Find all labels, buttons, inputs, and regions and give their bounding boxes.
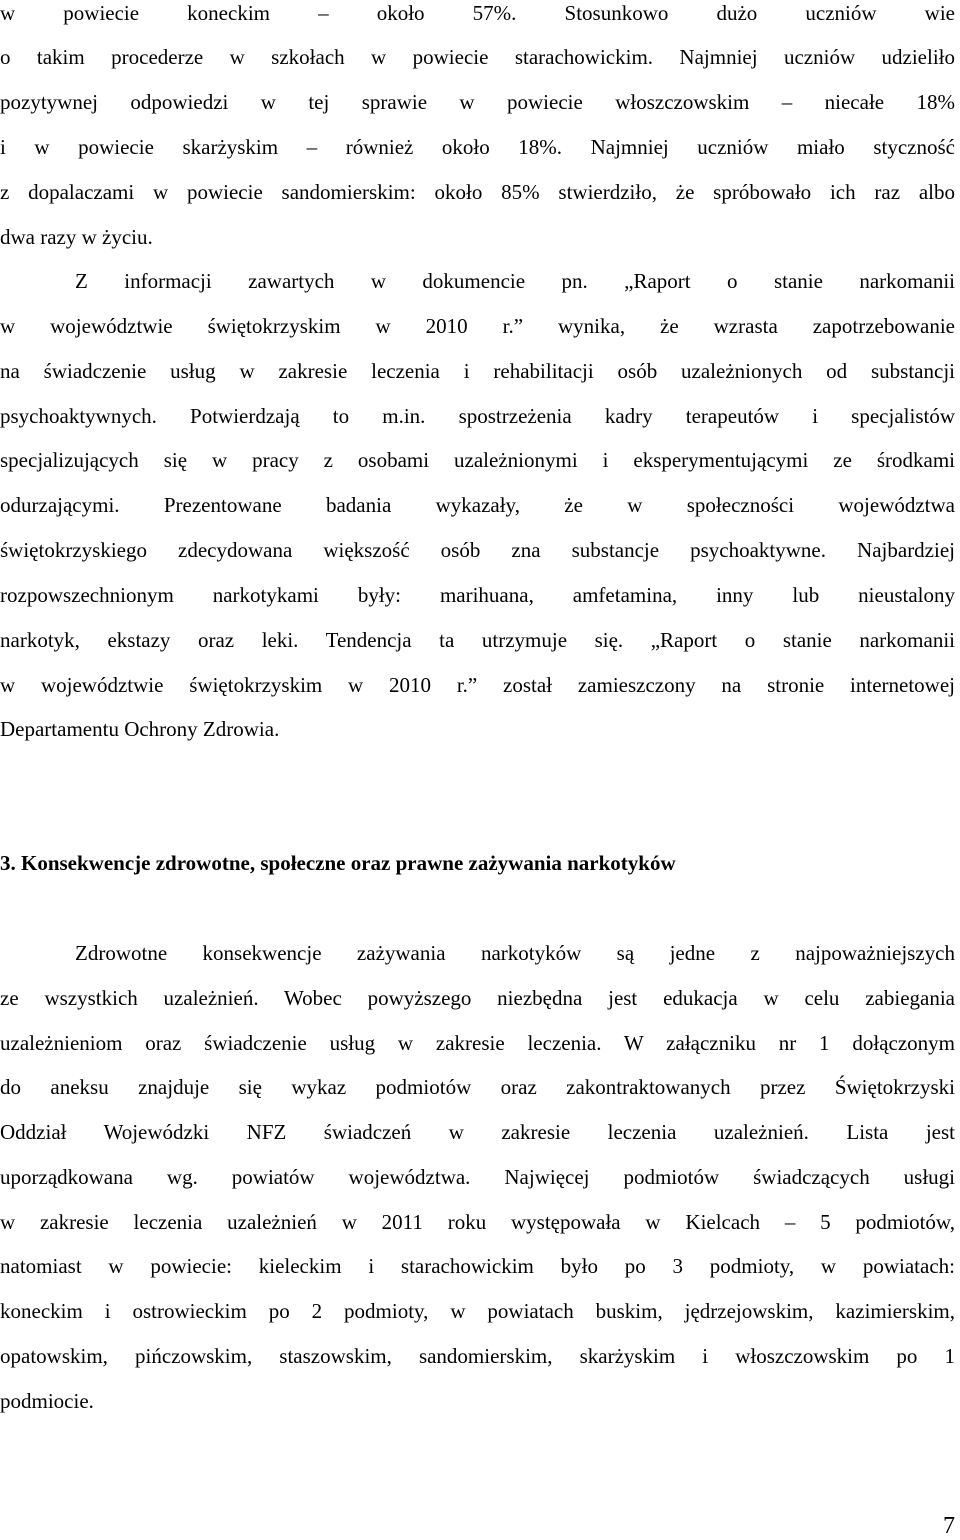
text-line: do aneksu znajduje się wykaz podmiotów oraz zakontraktowanych przez Świętokrzyski (0, 1075, 955, 1099)
page-number: 7 (943, 1513, 955, 1539)
text-line: świętokrzyskiego zdecydowana większość osób zna substancje psychoaktywne. Najbardziej (0, 538, 955, 562)
text-line: w zakresie leczenia uzależnień w 2011 roku występowała w Kielcach – 5 podmiotów, (0, 1210, 955, 1234)
text-line: w województwie świętokrzyskim w 2010 r.” wynika, że wzrasta zapotrzebowanie (0, 314, 955, 338)
text-line: Oddział Wojewódzki NFZ świadczeń w zakresie leczenia uzależnień. Lista jest (0, 1120, 955, 1144)
text-line: z dopalaczami w powiecie sandomierskim: około 85% stwierdziło, że spróbowało ich raz albo (0, 180, 955, 204)
text-line: podmiocie. (0, 1389, 94, 1413)
text-line: uporządkowana wg. powiatów województwa. Najwięcej podmiotów świadczących usługi (0, 1165, 955, 1189)
text-line: uzależnieniom oraz świadczenie usług w zakresie leczenia. W załączniku nr 1 dołączonym (0, 1031, 955, 1055)
text-line: dwa razy w życiu. (0, 225, 153, 249)
text-line: psychoaktywnych. Potwierdzają to m.in. spostrzeżenia kadry terapeutów i specjalistów (0, 404, 955, 428)
text-line: ze wszystkich uzależnień. Wobec powyższego niezbędna jest edukacja w celu zabiegania (0, 986, 955, 1010)
text-line: opatowskim, pińczowskim, staszowskim, sandomierskim, skarżyskim i włoszczowskim po 1 (0, 1344, 955, 1368)
text-line: i w powiecie skarżyskim – również około 18%. Najmniej uczniów miało styczność (0, 135, 955, 159)
text-line: natomiast w powiecie: kieleckim i starachowickim było po 3 podmioty, w powiatach: (0, 1254, 955, 1278)
text-line: na świadczenie usług w zakresie leczenia i rehabilitacji osób uzależnionych od substancji (0, 359, 955, 383)
text-line: w powiecie koneckim – około 57%. Stosunkowo dużo uczniów wie (0, 1, 955, 25)
text-line: o takim procederze w szkołach w powiecie starachowickim. Najmniej uczniów udzieliło (0, 45, 955, 69)
section-heading: 3. Konsekwencje zdrowotne, społeczne oraz prawne zażywania narkotyków (0, 851, 676, 875)
text-line: Zdrowotne konsekwencje zażywania narkotyków są jedne z najpoważniejszych (75, 941, 955, 965)
text-line: pozytywnej odpowiedzi w tej sprawie w powiecie włoszczowskim – niecałe 18% (0, 90, 955, 114)
text-line: narkotyk, ekstazy oraz leki. Tendencja ta utrzymuje się. „Raport o stanie narkomanii (0, 628, 955, 652)
text-line: odurzającymi. Prezentowane badania wykazały, że w społeczności województwa (0, 493, 955, 517)
text-line: specjalizujących się w pracy z osobami uzależnionymi i eksperymentującymi ze środkami (0, 448, 955, 472)
text-line: Departamentu Ochrony Zdrowia. (0, 717, 280, 741)
text-line: rozpowszechnionym narkotykami były: marihuana, amfetamina, inny lub nieustalony (0, 583, 955, 607)
text-line: w województwie świętokrzyskim w 2010 r.” został zamieszczony na stronie internetowej (0, 673, 955, 697)
text-line: koneckim i ostrowieckim po 2 podmioty, w powiatach buskim, jędrzejowskim, kazimierskim, (0, 1299, 955, 1323)
text-line: Z informacji zawartych w dokumencie pn. „Raport o stanie narkomanii (75, 269, 955, 293)
